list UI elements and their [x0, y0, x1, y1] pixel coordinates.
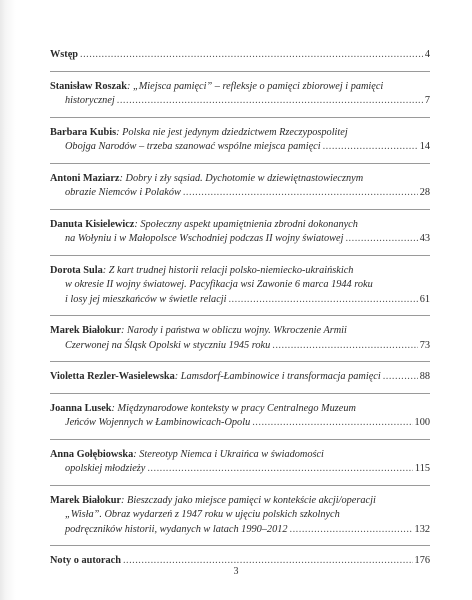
toc-line — [50, 80, 430, 95]
toc-line — [50, 94, 430, 109]
entry-page-number: 100 — [414, 417, 430, 428]
toc-line — [50, 126, 430, 141]
entry-title: : Lamsdorf-Łambinowice i transformacja pamięci — [174, 371, 381, 382]
entry-title: Czerwonej na Śląsk Opolski w styczniu 1945 roku — [65, 339, 271, 351]
entry-page-number: 28 — [419, 187, 430, 198]
dot-leader — [272, 339, 417, 354]
dot-leader — [252, 416, 412, 431]
dot-leader — [228, 293, 417, 308]
entry-page-number: 7 — [424, 95, 430, 106]
entry-author: Wstęp — [50, 49, 79, 60]
dot-leader — [323, 140, 418, 155]
toc-line — [50, 264, 430, 279]
entry-page-number: 176 — [414, 555, 430, 566]
toc-entry — [50, 40, 430, 71]
entry-author: Stanisław Roszak — [50, 80, 127, 92]
entry-page-number: 4 — [424, 49, 430, 60]
toc-line — [50, 508, 430, 523]
toc-line — [50, 172, 430, 187]
toc-line — [50, 416, 430, 431]
entry-page-number: 61 — [419, 293, 430, 305]
toc-entry — [50, 393, 430, 439]
toc-entry — [50, 117, 430, 163]
entry-author: Marek Białokur — [50, 325, 122, 336]
entry-title: „Wisła”. Obraz wydarzeń z 1947 roku w ujęciu polskich szkolnych — [65, 509, 340, 520]
toc-line — [50, 494, 430, 509]
entry-page-number: 43 — [419, 233, 430, 244]
entry-page-number: 88 — [419, 371, 430, 382]
entry-page-number: 14 — [419, 141, 430, 152]
entry-title: : Dobry i zły sąsiad. Dychotomie w dziewiętnastowiecznym — [119, 172, 364, 184]
toc-line — [50, 48, 430, 63]
toc-line — [50, 402, 430, 417]
toc-line — [50, 462, 430, 477]
table-of-contents — [50, 40, 430, 577]
entry-author: Dorota Sula — [50, 264, 103, 276]
entry-title: historycznej — [65, 95, 115, 106]
dot-leader — [183, 186, 418, 201]
entry-author: Anna Gołębiowska — [50, 448, 134, 460]
dot-leader — [383, 370, 418, 385]
toc-line — [50, 324, 430, 339]
entry-title: obrazie Niemców i Polaków — [65, 187, 181, 198]
entry-author: Antoni Maziarz — [50, 172, 120, 184]
entry-author: Violetta Rezler-Wasielewska — [50, 371, 175, 382]
toc-entry — [50, 255, 430, 316]
toc-line — [50, 293, 430, 308]
toc-line — [50, 370, 430, 385]
dot-leader — [290, 523, 413, 538]
page-number: 3 — [233, 566, 239, 577]
entry-title: : Międzynarodowe konteksty w pracy Centralnego Muzeum — [111, 402, 356, 414]
dot-leader — [80, 48, 423, 63]
entry-page-number: 73 — [419, 339, 430, 351]
toc-entry — [50, 71, 430, 117]
entry-title: opolskiej młodzieży — [65, 463, 146, 474]
toc-entry — [50, 315, 430, 361]
entry-page-number: 132 — [414, 523, 430, 535]
toc-entry — [50, 485, 430, 546]
entry-title: : Stereotyp Niemca i Ukraińca w świadomości — [133, 448, 324, 460]
toc-line — [50, 232, 430, 247]
entry-title: na Wołyniu i w Małopolsce Wschodniej podczas II wojny światowej — [65, 233, 344, 244]
entry-title: podręczników historii, wydanych w latach 1990–2012 — [65, 523, 288, 535]
toc-entry — [50, 209, 430, 255]
toc-entry — [50, 361, 430, 393]
entry-title: i losy jej mieszkańców w świetle relacji — [65, 293, 227, 305]
dot-leader — [117, 94, 423, 109]
entry-author: Marek Białokur — [50, 494, 122, 506]
entry-title: : Bieszczady jako miejsce pamięci w kontekście akcji/operacji — [121, 494, 376, 506]
dot-leader — [345, 232, 417, 247]
entry-title: : Narody i państwa w obliczu wojny. Wkroczenie Armii — [121, 325, 347, 336]
toc-line — [50, 448, 430, 463]
entry-title: : Z kart trudnej historii relacji polsko-niemiecko-ukraińskich — [102, 264, 354, 276]
entry-title: w okresie II wojny światowej. Pacyfikacja wsi Zawonie 6 marca 1944 roku — [65, 279, 373, 290]
toc-line — [50, 218, 430, 233]
entry-title: : „Miejsca pamięci” – refleksje o pamięci zbiorowej i pamięci — [126, 80, 384, 92]
entry-title: : Społeczny aspekt upamiętnienia zbrodni dokonanych — [134, 218, 358, 230]
entry-author: Danuta Kisielewicz — [50, 218, 135, 230]
toc-entry — [50, 163, 430, 209]
toc-entry — [50, 439, 430, 485]
toc-line — [50, 140, 430, 155]
toc-line — [50, 278, 430, 293]
toc-line — [50, 186, 430, 201]
toc-line — [50, 523, 430, 538]
entry-author: Joanna Lusek — [50, 402, 112, 414]
toc-line — [50, 339, 430, 354]
entry-page-number: 115 — [414, 463, 430, 474]
dot-leader — [147, 462, 413, 477]
entry-title: Obojga Narodów – trzeba szanować wspólne miejsca pamięci — [65, 141, 321, 152]
entry-title: : Polska nie jest jedynym dziedzictwem Rzeczypospolitej — [116, 126, 348, 138]
entry-author: Noty o autorach — [50, 555, 121, 566]
entry-title: Jeńców Wojennych w Łambinowicach-Opolu — [65, 417, 251, 428]
entry-author: Barbara Kubis — [50, 126, 117, 138]
